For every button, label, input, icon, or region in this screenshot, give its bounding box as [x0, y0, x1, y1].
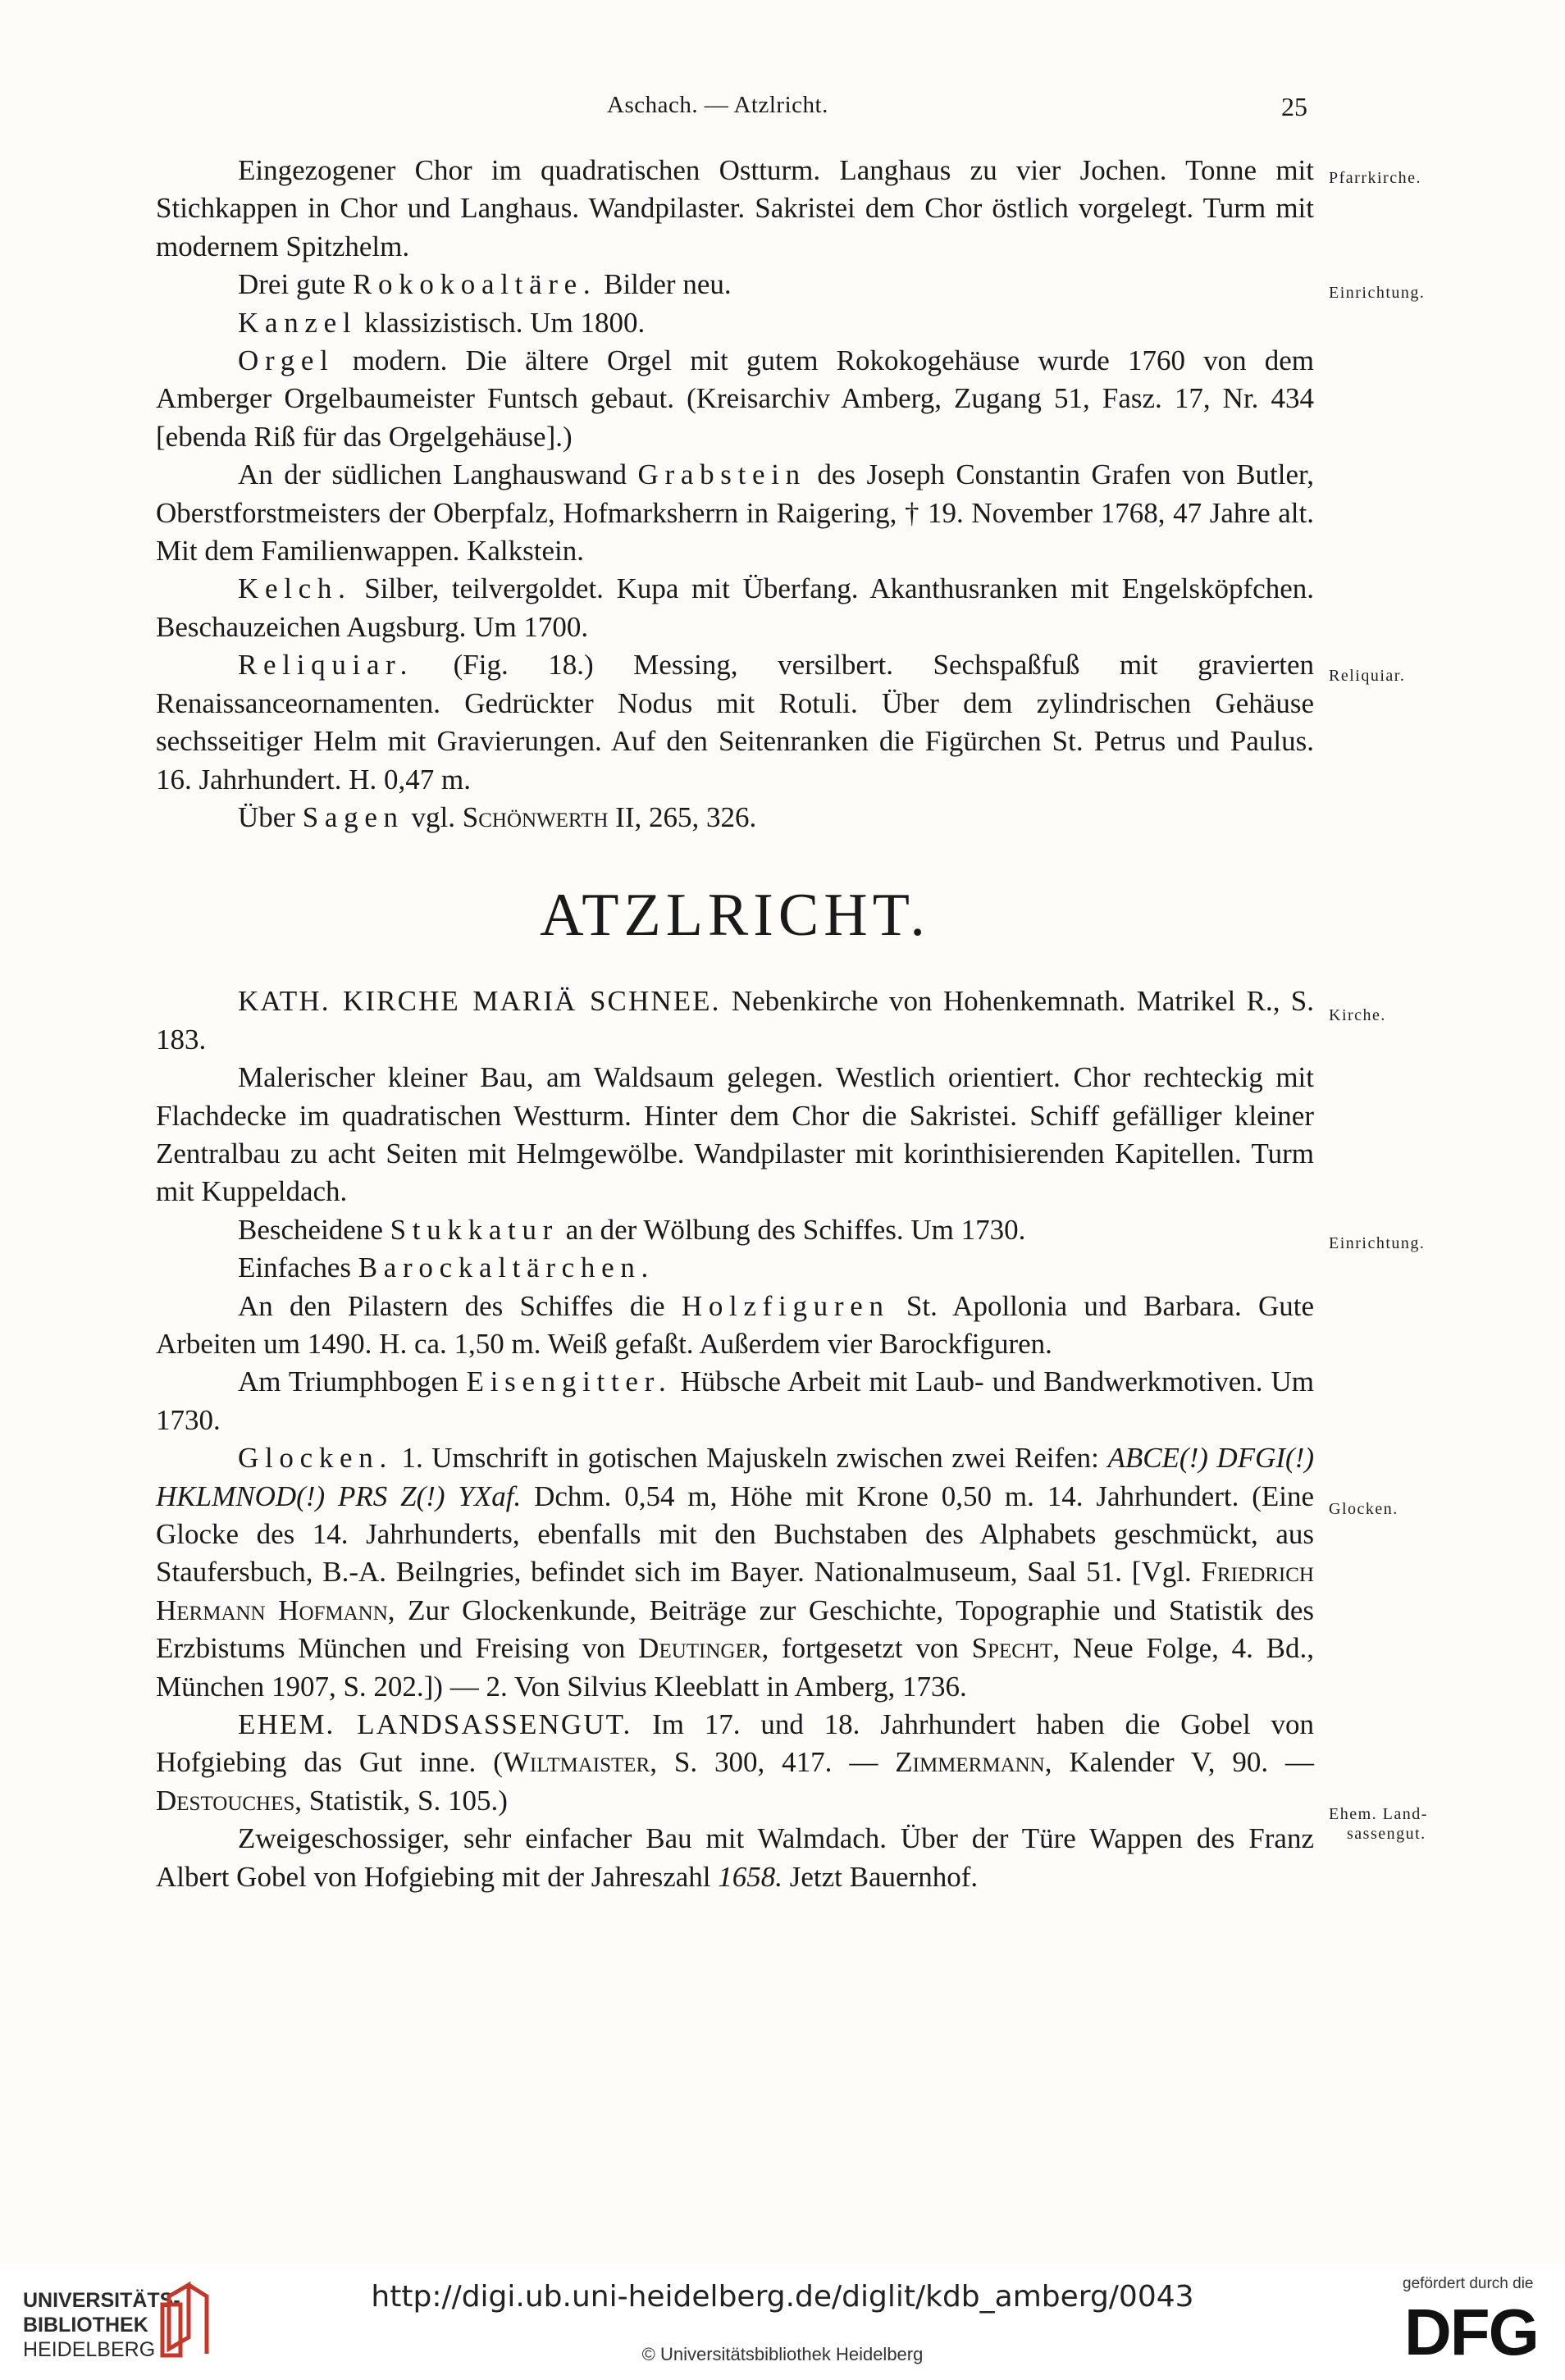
margin-note-pfarrkirche: Pfarrkirche. [1329, 169, 1421, 187]
margin-note-einrichtung: Einrichtung. [1329, 284, 1426, 302]
running-head: Aschach. — Atzlricht. [607, 92, 828, 118]
margin-note-kirche: Kirche. [1329, 1006, 1386, 1024]
margin-note-glocken: Glocken. [1329, 1500, 1398, 1518]
paragraph-eisengitter: Am Triumphbogen Eisengitter. Hübsche Arbeit mit Laub- und Bandwerkmotiven. Um 1730. [156, 1366, 1314, 1436]
paragraph-stukkatur: Bescheidene Stukkatur an der Wölbung des Schiffes. Um 1730. [238, 1213, 1026, 1246]
main-text [156, 152, 1314, 1896]
footer-url-link[interactable]: http://digi.ub.uni-heidelberg.de/diglit/kdb_amberg/0043 [371, 2280, 1194, 2314]
margin-note-einrichtung-2: Einrichtung. [1329, 1234, 1426, 1252]
paragraph-holzfiguren: An den Pilastern des Schiffes die Holzfiguren St. Apollonia und Barbara. Gute Arbeiten um 1490. H. ca. 1,50 m. Weiß gefaßt. Außerdem vier Barockfiguren. [156, 1289, 1314, 1360]
paragraph-altaere: Drei gute Rokokoaltäre. Bilder neu. [238, 268, 732, 301]
paragraph-kanzel: Kanzel klassizistisch. Um 1800. [238, 306, 646, 339]
paragraph-kelch: Kelch. Silber, teilvergoldet. Kupa mit Überfang. Akanthusranken mit Engelsköpfchen. Beschauzeichen Augsburg. Um 1700. [156, 572, 1314, 643]
margin-note-landsassengut-line2: sassengut. [1347, 1825, 1426, 1843]
margin-note-landsassengut-line1: Ehem. Land- [1329, 1805, 1428, 1823]
paragraph-chor: Eingezogener Chor im quadratischen Ostturm. Langhaus zu vier Jochen. Tonne mit Stichkappen in Chor und Langhaus. Wandpilaster. Sakristei dem Chor östlich vorgelegt. Turm mit modernem Spitzhelm. [156, 154, 1314, 262]
paragraph-zweigeschossig: Zweigeschossiger, sehr einfacher Bau mit Walmdach. Über der Türe Wappen des Franz Albert Gobel von Hofgiebing mit der Jahreszahl 1658. Jetzt Bauernhof. [156, 1822, 1314, 1893]
paragraph-grabstein: An der südlichen Langhauswand Grabstein des Joseph Constantin Grafen von Butler, Oberstforstmeisters der Oberpfalz, Hofmarksherrn in Raigering, † 19. November 1768, 47 Jahre alt. Mit dem Familienwappen. Kalkstein. [156, 458, 1315, 568]
paragraph-kirche: KATH. KIRCHE MARIÄ SCHNEE. Nebenkirche von Hohenkemnath. Matrikel R., S. 183. [156, 985, 1314, 1055]
paragraph-reliquiar: Reliquiar. (Fig. 18.) Messing, versilbert. Sechspaßfuß mit gravierten Renaissanceornamenten. Gedrückter Nodus mit Rotuli. Über dem zylindrischen Gehäuse sechsseitiger Helm mit Gravierungen. Auf den Seitenranken die Figürchen St. Petrus und Paulus. 16. Jahrhundert. H. 0,47 m. [156, 649, 1314, 796]
paragraph-orgel: Orgel modern. Die ältere Orgel mit gutem Rokokogehäuse wurde 1760 von dem Amberger Orgelbaumeister Funtsch gebaut. (Kreisarchiv Amberg, Zugang 51, Fasz. 17, Nr. 434 [ebenda Riß für das Orgelgehäuse].) [156, 344, 1314, 453]
footer-bar [0, 2264, 1565, 2380]
footer-copyright: © Universitätsbibliothek Heidelberg [641, 2344, 924, 2364]
margin-note-reliquiar: Reliquiar. [1329, 667, 1406, 685]
paragraph-altaerchen: Einfaches Barockaltärchen. [238, 1252, 655, 1284]
margin-note-landsassengut [1329, 1804, 1428, 1844]
funding-label: gefördert durch die [1403, 2275, 1534, 2292]
paragraph-sagen: Über Sagen vgl. Schönwerth II, 265, 326. [238, 800, 757, 833]
paragraph-bau: Malerischer kleiner Bau, am Waldsaum gelegen. Westlich orientiert. Chor rechteckig mit Flachdecke im quadratischen Westturm. Hinter dem Chor die Sakristei. Schiff gefälliger kleiner Zentralbau zu acht Seiten mit Helmgewölbe. Wandpilaster mit korinthisierenden Kapitellen. Turm mit Kuppeldach. [156, 1061, 1314, 1208]
section-title: ATZLRICHT. [540, 882, 930, 950]
dfg-logo: DFG [1404, 2296, 1538, 2369]
page-number: 25 [1281, 92, 1307, 121]
paragraph-glocken: Glocken. 1. Umschrift in gotischen Majuskeln zwischen zwei Reifen: ABCE(!) DFGI(!) HKLMNOD(!) PRS Z(!) YXaf. Dchm. 0,54 m, Höhe mit Krone 0,50 m. 14. Jahrhundert. (Eine Glocke des 14. Jahrhunderts, ebenfalls mit den Buchstaben des Alphabets geschmückt, aus Staufersbuch, B.-A. Beilngries, befindet sich im Bayer. Nationalmuseum, Saal 51. [Vgl. Friedrich Hermann Hofmann, Zur Glockenkunde, Beiträge zur Geschichte, Topographie und Statistik des Erzbistums München und Freising von Deutinger, fortgesetzt von Specht, Neue Folge, 4. Bd., München 1907, S. 202.]) — 2. Von Silvius Kleeblatt in Amberg, 1736. [156, 1442, 1314, 1703]
library-name: UNIVERSITÄTS- BIBLIOTHEK HEIDELBERG [23, 2289, 180, 2361]
paragraph-landsassengut: EHEM. LANDSASSENGUT. Im 17. und 18. Jahrhundert haben die Gobel von Hofgiebing das Gut inne. (Wiltmaister, S. 300, 417. — Zimmermann, Kalender V, 90. — Destouches, Statistik, S. 105.) [156, 1708, 1315, 1817]
